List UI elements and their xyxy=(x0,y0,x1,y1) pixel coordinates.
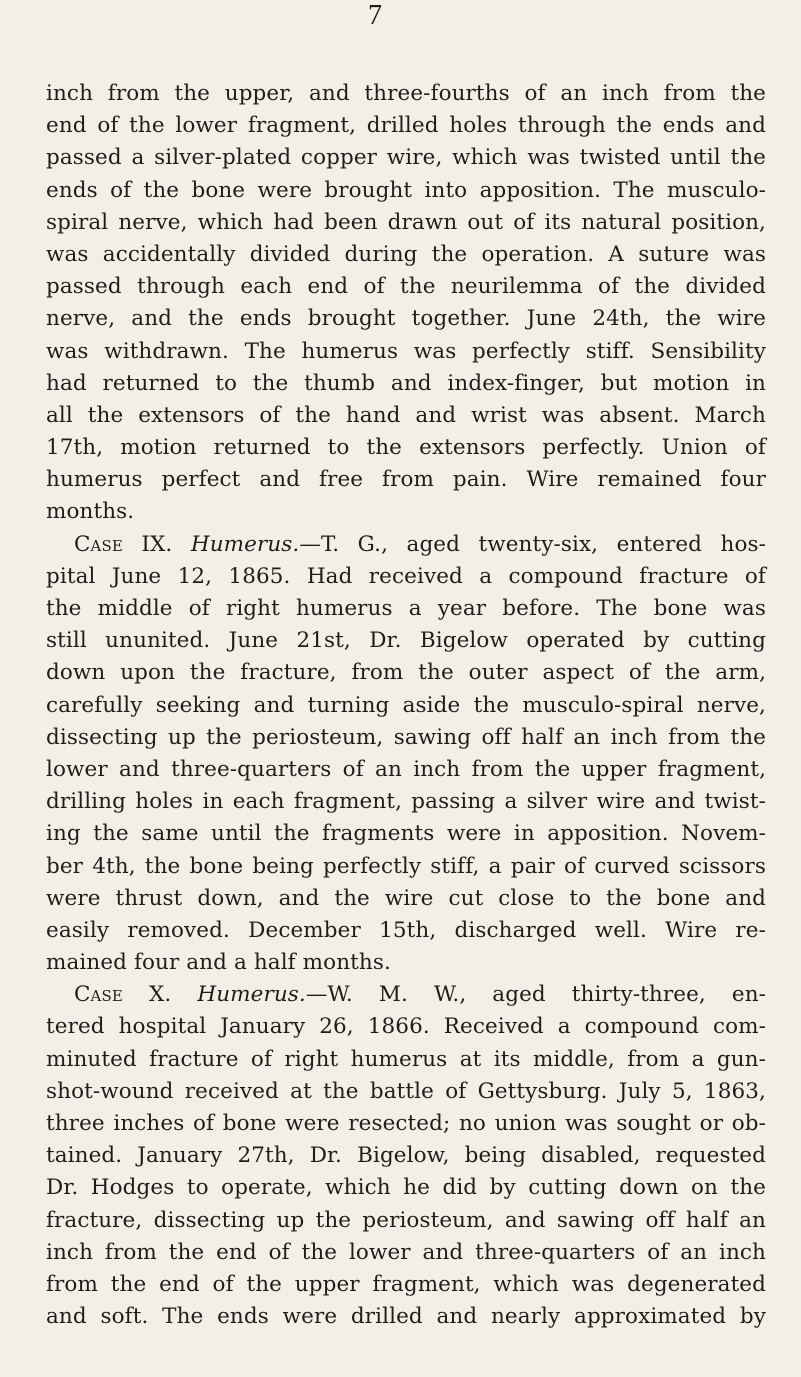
case-ix-subject: Humerus. xyxy=(190,531,300,557)
text-line: minuted fracture of right humerus at its middle, from a gun- xyxy=(46,1046,766,1072)
case-ix-heading: Case IX. xyxy=(74,531,173,557)
page-number: 7 xyxy=(368,0,382,31)
text-line: fracture, dissecting up the periosteum, and sawing off half an xyxy=(46,1207,766,1233)
text-line: were thrust down, and the wire cut close to the bone and xyxy=(46,885,766,911)
text-line: ends of the bone were brought into apposition. The musculo- xyxy=(46,177,766,203)
text-line: down upon the fracture, from the outer aspect of the arm, xyxy=(46,660,766,686)
case-ix-intro: —T. G., aged twenty-six, entered hos- xyxy=(299,531,766,557)
text-line: carefully seeking and turning aside the musculo-spiral nerve, xyxy=(46,692,766,718)
text-line: all the extensors of the hand and wrist was absent. March xyxy=(46,402,766,428)
text-line: from the end of the upper fragment, which was degenerated xyxy=(46,1271,766,1297)
text-line: was withdrawn. The humerus was perfectly stiff. Sensibility xyxy=(46,338,766,364)
text-line: dissecting up the periosteum, sawing off half an inch from the xyxy=(46,724,766,750)
text-line: inch from the upper, and three-fourths of an inch from the xyxy=(46,81,766,106)
text-line: Dr. Hodges to operate, which he did by cutting down on the xyxy=(46,1175,766,1201)
text-line: ing the same until the fragments were in apposition. Novem- xyxy=(46,821,766,847)
text-line: still ununited. June 21st, Dr. Bigelow operated by cutting xyxy=(46,628,766,654)
text-line: nerve, and the ends brought together. June 24th, the wire xyxy=(46,306,766,332)
text-line: humerus perfect and free from pain. Wire remained four xyxy=(46,467,766,493)
text-line: end of the lower fragment, drilled holes through the ends and xyxy=(46,113,766,139)
text-line: three inches of bone were resected; no union was sought or ob- xyxy=(46,1111,766,1136)
text-line: drilling holes in each fragment, passing a silver wire and twist- xyxy=(46,789,766,815)
case-x-intro: —W. M. W., aged thirty-three, en- xyxy=(305,982,766,1008)
text-line: 17th, motion returned to the extensors perfectly. Union of xyxy=(46,435,766,461)
text-line: pital June 12, 1865. Had received a compound fracture of xyxy=(46,563,766,589)
text-line: shot-wound received at the battle of Gettysburg. July 5, 1863, xyxy=(46,1078,766,1104)
text-line: inch from the end of the lower and three-quarters of an inch xyxy=(46,1239,766,1265)
case-ix-first-line xyxy=(46,529,766,561)
text-line: passed through each end of the neurilemma of the divided xyxy=(46,274,766,300)
text-line: ber 4th, the bone being perfectly stiff, a pair of curved scissors xyxy=(46,853,766,879)
text-line: easily removed. December 15th, discharged well. Wire re- xyxy=(46,917,766,943)
body-text xyxy=(46,78,766,1333)
text-line: passed a silver-plated copper wire, which was twisted until the xyxy=(46,145,766,171)
text-line: tained. January 27th, Dr. Bigelow, being disabled, requested xyxy=(46,1143,766,1169)
text-line: tered hospital January 26, 1866. Received a compound com- xyxy=(46,1014,766,1040)
text-line: the middle of right humerus a year before. The bone was xyxy=(46,596,766,621)
case-x-first-line xyxy=(46,979,766,1011)
text-line: and soft. The ends were drilled and nearly approximated by xyxy=(46,1304,766,1330)
text-line: spiral nerve, which had been drawn out of its natural position, xyxy=(46,209,766,235)
text-line: mained four and a half months. xyxy=(46,950,391,976)
text-line: months. xyxy=(46,499,135,525)
text-line: had returned to the thumb and index-finger, but motion in xyxy=(46,370,766,396)
text-line: lower and three-quarters of an inch from the upper fragment, xyxy=(46,756,766,782)
case-x-heading: Case X. xyxy=(74,982,172,1008)
case-x-subject: Humerus. xyxy=(197,982,306,1008)
text-line: was accidentally divided during the operation. A suture was xyxy=(46,241,766,267)
